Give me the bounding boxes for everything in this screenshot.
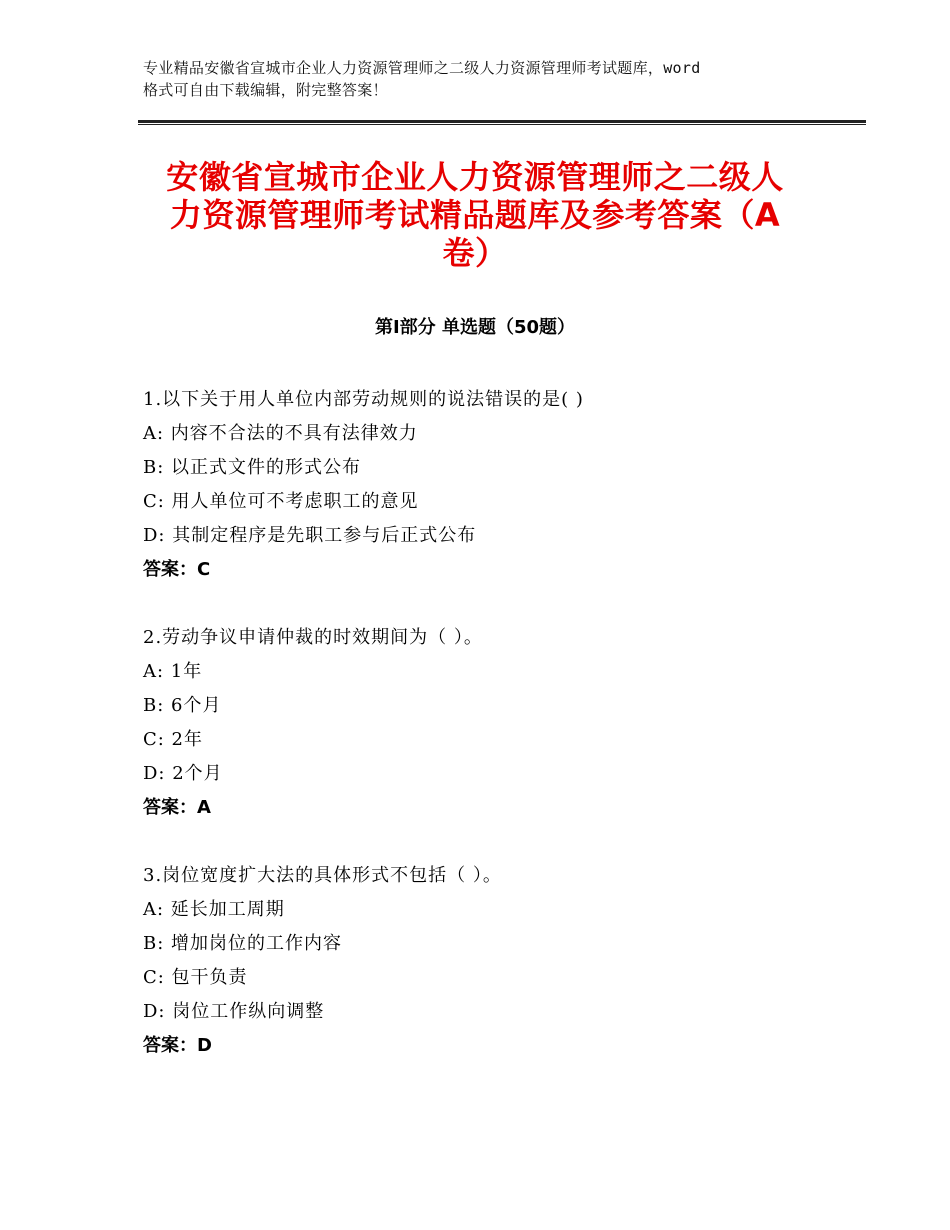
question-stem: 1.以下关于用人单位内部劳动规则的说法错误的是( ) <box>143 389 584 410</box>
document-title <box>140 158 810 272</box>
option-c: C: 2年 <box>143 729 204 750</box>
question-stem: 2.劳动争议申请仲裁的时效期间为（ ）。 <box>143 627 483 648</box>
question-3 <box>143 859 843 1063</box>
header-divider <box>138 120 866 125</box>
header-note-line-1: 专业精品安徽省宣城市企业人力资源管理师之二级人力资源管理师考试题库，word <box>143 59 701 77</box>
option-a: A: 内容不合法的不具有法律效力 <box>143 423 418 444</box>
option-a: A: 延长加工周期 <box>143 899 285 920</box>
header-note <box>143 57 833 101</box>
question-1 <box>143 383 843 587</box>
option-b: B: 以正式文件的形式公布 <box>143 457 362 478</box>
option-b: B: 增加岗位的工作内容 <box>143 933 343 954</box>
question-2 <box>143 621 843 825</box>
option-a: A: 1年 <box>143 661 203 682</box>
title-line-2: 力资源管理师考试精品题库及参考答案（A <box>169 196 781 234</box>
question-stem: 3.岗位宽度扩大法的具体形式不包括（ ）。 <box>143 865 502 886</box>
section-heading: 第Ⅰ部分 单选题（50题） <box>374 317 575 338</box>
title-line-3: 卷） <box>442 234 508 272</box>
answer-label: 答案：A <box>143 797 211 818</box>
answer-label: 答案：D <box>143 1035 212 1056</box>
option-d: D: 2个月 <box>143 763 223 784</box>
header-note-line-2: 格式可自由下载编辑，附完整答案！ <box>143 81 388 99</box>
option-d: D: 岗位工作纵向调整 <box>143 1001 325 1022</box>
answer-label: 答案：C <box>143 559 211 580</box>
title-line-1: 安徽省宣城市企业人力资源管理师之二级人 <box>166 158 784 196</box>
option-c: C: 用人单位可不考虑职工的意见 <box>143 491 419 512</box>
option-c: C: 包干负责 <box>143 967 248 988</box>
option-b: B: 6个月 <box>143 695 222 716</box>
option-d: D: 其制定程序是先职工参与后正式公布 <box>143 525 477 546</box>
question-list <box>143 383 843 1097</box>
